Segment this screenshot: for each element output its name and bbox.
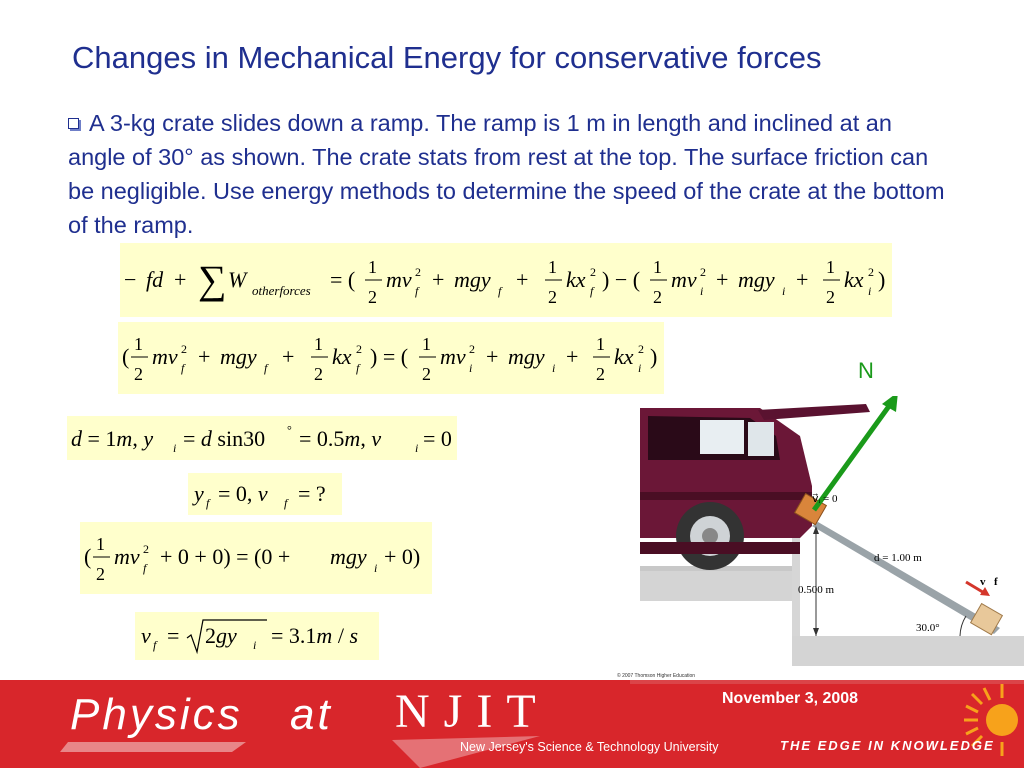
svg-text:= ?: = ? — [298, 481, 326, 506]
svg-text:1: 1 — [596, 334, 605, 354]
svg-text:f: f — [181, 361, 185, 375]
svg-text:mgy: mgy — [508, 344, 545, 369]
svg-text:d = 1m, y: d = 1m, y — [71, 426, 154, 451]
svg-text:f: f — [356, 361, 360, 375]
svg-text:= 0.5m, v: = 0.5m, v — [299, 426, 382, 451]
svg-text:(: ( — [84, 544, 92, 569]
svg-text:2: 2 — [596, 364, 605, 384]
final-velocity-label: v⃗f — [980, 576, 998, 588]
svg-text:+: + — [516, 267, 529, 292]
svg-text:f: f — [264, 361, 268, 375]
bullet-square-icon — [68, 118, 79, 129]
svg-text:f: f — [590, 284, 594, 298]
svg-text:f: f — [498, 284, 502, 298]
svg-text:+: + — [282, 344, 295, 369]
svg-text:mgy: mgy — [738, 267, 775, 292]
svg-text:otherforces: otherforces — [252, 283, 311, 298]
svg-text:= 3.1m / s: = 3.1m / s — [271, 623, 358, 648]
equation-conservation-render — [118, 322, 664, 394]
problem-text: A 3-kg crate slides down a ramp. The ramp is 1 m in length and inclined at an angle of 30° as shown. The crate stats from rest at the top. The surface friction can be negligible. Use energy methods to determine the speed of the crate at the bottom of the ramp. — [68, 110, 945, 238]
svg-text:fd: fd — [146, 267, 164, 292]
svg-text:) − (: ) − ( — [602, 267, 641, 292]
svg-text:= 0, v: = 0, v — [218, 481, 268, 506]
ramp-length-label: d = 1.00 m — [874, 552, 922, 564]
equation-conservation — [118, 322, 664, 394]
svg-text:= 0: = 0 — [423, 426, 452, 451]
sun-logo-icon — [944, 680, 1024, 768]
svg-text:2gy: 2gy — [205, 623, 237, 648]
svg-text:i: i — [552, 361, 556, 375]
svg-text:+: + — [432, 267, 445, 292]
svg-text:+: + — [566, 344, 579, 369]
svg-text:i: i — [638, 361, 642, 375]
svg-text:mv: mv — [386, 267, 412, 292]
figure-copyright: © 2007 Thomson Higher Education — [617, 673, 696, 679]
footer-at: at — [290, 690, 333, 739]
svg-text:2: 2 — [653, 287, 662, 307]
svg-text:v: v — [141, 623, 151, 648]
svg-text:2: 2 — [314, 364, 323, 384]
svg-text:i: i — [700, 284, 704, 298]
svg-text:2: 2 — [469, 342, 475, 356]
svg-text:mgy: mgy — [330, 544, 367, 569]
svg-text:mv: mv — [671, 267, 697, 292]
svg-text:2: 2 — [548, 287, 557, 307]
njit-logo: NJIT — [395, 685, 550, 738]
equation-general-energy — [120, 243, 892, 317]
problem-statement — [68, 106, 948, 242]
svg-text:2: 2 — [181, 342, 187, 356]
svg-text:2: 2 — [134, 364, 143, 384]
svg-text:+: + — [174, 267, 187, 292]
svg-text:2: 2 — [96, 564, 105, 584]
svg-text:=: = — [167, 623, 180, 648]
ramp-illustration — [640, 396, 1024, 680]
svg-text:f: f — [284, 496, 288, 510]
svg-text:+: + — [716, 267, 729, 292]
svg-text:1: 1 — [314, 334, 323, 354]
svg-text:−: − — [124, 267, 137, 292]
upper-ground — [640, 571, 800, 601]
svg-text:°: ° — [287, 423, 292, 437]
svg-text:1: 1 — [653, 257, 662, 277]
svg-text:1: 1 — [548, 257, 557, 277]
svg-text:1: 1 — [368, 257, 377, 277]
equation-initial-values — [67, 416, 457, 460]
equation-final-speed-render — [135, 612, 379, 660]
minivan — [640, 404, 870, 570]
svg-text:+ 0): + 0) — [384, 544, 421, 569]
svg-text:2: 2 — [422, 364, 431, 384]
svg-text:i: i — [253, 638, 257, 652]
svg-text:kx: kx — [844, 267, 864, 292]
svg-text:(: ( — [122, 344, 130, 369]
equation-substituted-render — [80, 522, 432, 594]
svg-text:1: 1 — [96, 534, 105, 554]
svg-text:i: i — [173, 441, 177, 455]
svg-text:y: y — [194, 481, 204, 506]
svg-text:2: 2 — [638, 342, 644, 356]
svg-text:2: 2 — [826, 287, 835, 307]
svg-text:i: i — [415, 441, 419, 455]
svg-text:f: f — [415, 284, 419, 298]
svg-text:mv: mv — [152, 344, 178, 369]
svg-text:1: 1 — [422, 334, 431, 354]
svg-text:mv: mv — [114, 544, 140, 569]
svg-text:f: f — [153, 638, 157, 652]
svg-text:): ) — [878, 267, 886, 292]
svg-text:2: 2 — [700, 265, 706, 279]
svg-text:W: W — [228, 267, 247, 292]
svg-text:mv: mv — [440, 344, 466, 369]
svg-text:kx: kx — [332, 344, 352, 369]
height-label: 0.500 m — [798, 584, 835, 596]
ramp-figure — [640, 358, 1024, 680]
angle-label: 30.0° — [916, 622, 940, 634]
footer-physics: Physics — [70, 690, 243, 739]
svg-text:i: i — [782, 284, 786, 298]
equation-final-speed — [135, 612, 379, 660]
svg-text:i: i — [374, 561, 378, 575]
equation-general-energy-render — [120, 243, 892, 317]
svg-text:+: + — [198, 344, 211, 369]
initial-velocity-label: v⃗ᵢ = 0 — [812, 493, 838, 505]
slide-title: Changes in Mechanical Energy for conservative forces — [72, 40, 822, 75]
svg-text:1: 1 — [134, 334, 143, 354]
svg-text:i: i — [469, 361, 473, 375]
equation-final-values — [188, 473, 342, 515]
svg-text:kx: kx — [566, 267, 586, 292]
svg-text:2: 2 — [868, 265, 874, 279]
svg-text:+: + — [796, 267, 809, 292]
svg-text:f: f — [206, 496, 210, 510]
svg-text:= (: = ( — [330, 267, 356, 292]
tagline: THE EDGE IN KNOWLEDGE — [780, 738, 995, 753]
svg-text:2: 2 — [590, 265, 596, 279]
slide-date: November 3, 2008 — [722, 690, 859, 707]
svg-text:2: 2 — [415, 265, 421, 279]
svg-text:kx: kx — [614, 344, 634, 369]
svg-text:2: 2 — [356, 342, 362, 356]
university-name: New Jersey's Science & Technology University — [460, 740, 719, 754]
svg-text:i: i — [868, 284, 872, 298]
svg-text:2: 2 — [368, 287, 377, 307]
equation-final-values-render — [188, 473, 342, 515]
svg-text:) = (: ) = ( — [370, 344, 409, 369]
svg-text:mgy: mgy — [454, 267, 491, 292]
svg-text:f: f — [143, 561, 147, 575]
svg-text:2: 2 — [143, 542, 149, 556]
svg-text:mgy: mgy — [220, 344, 257, 369]
svg-text:+ 0 + 0) = (0 +: + 0 + 0) = (0 + — [160, 544, 291, 569]
lower-ground — [792, 636, 1024, 666]
equation-substituted — [80, 522, 432, 594]
svg-text:1: 1 — [826, 257, 835, 277]
equation-initial-values-render — [67, 416, 457, 460]
svg-text:+: + — [486, 344, 499, 369]
svg-text:= d sin30: = d sin30 — [183, 426, 266, 451]
normal-force-label: N — [858, 358, 874, 383]
svg-text:∑: ∑ — [198, 257, 227, 302]
ramp — [812, 522, 1000, 634]
svg-text:): ) — [650, 344, 658, 369]
